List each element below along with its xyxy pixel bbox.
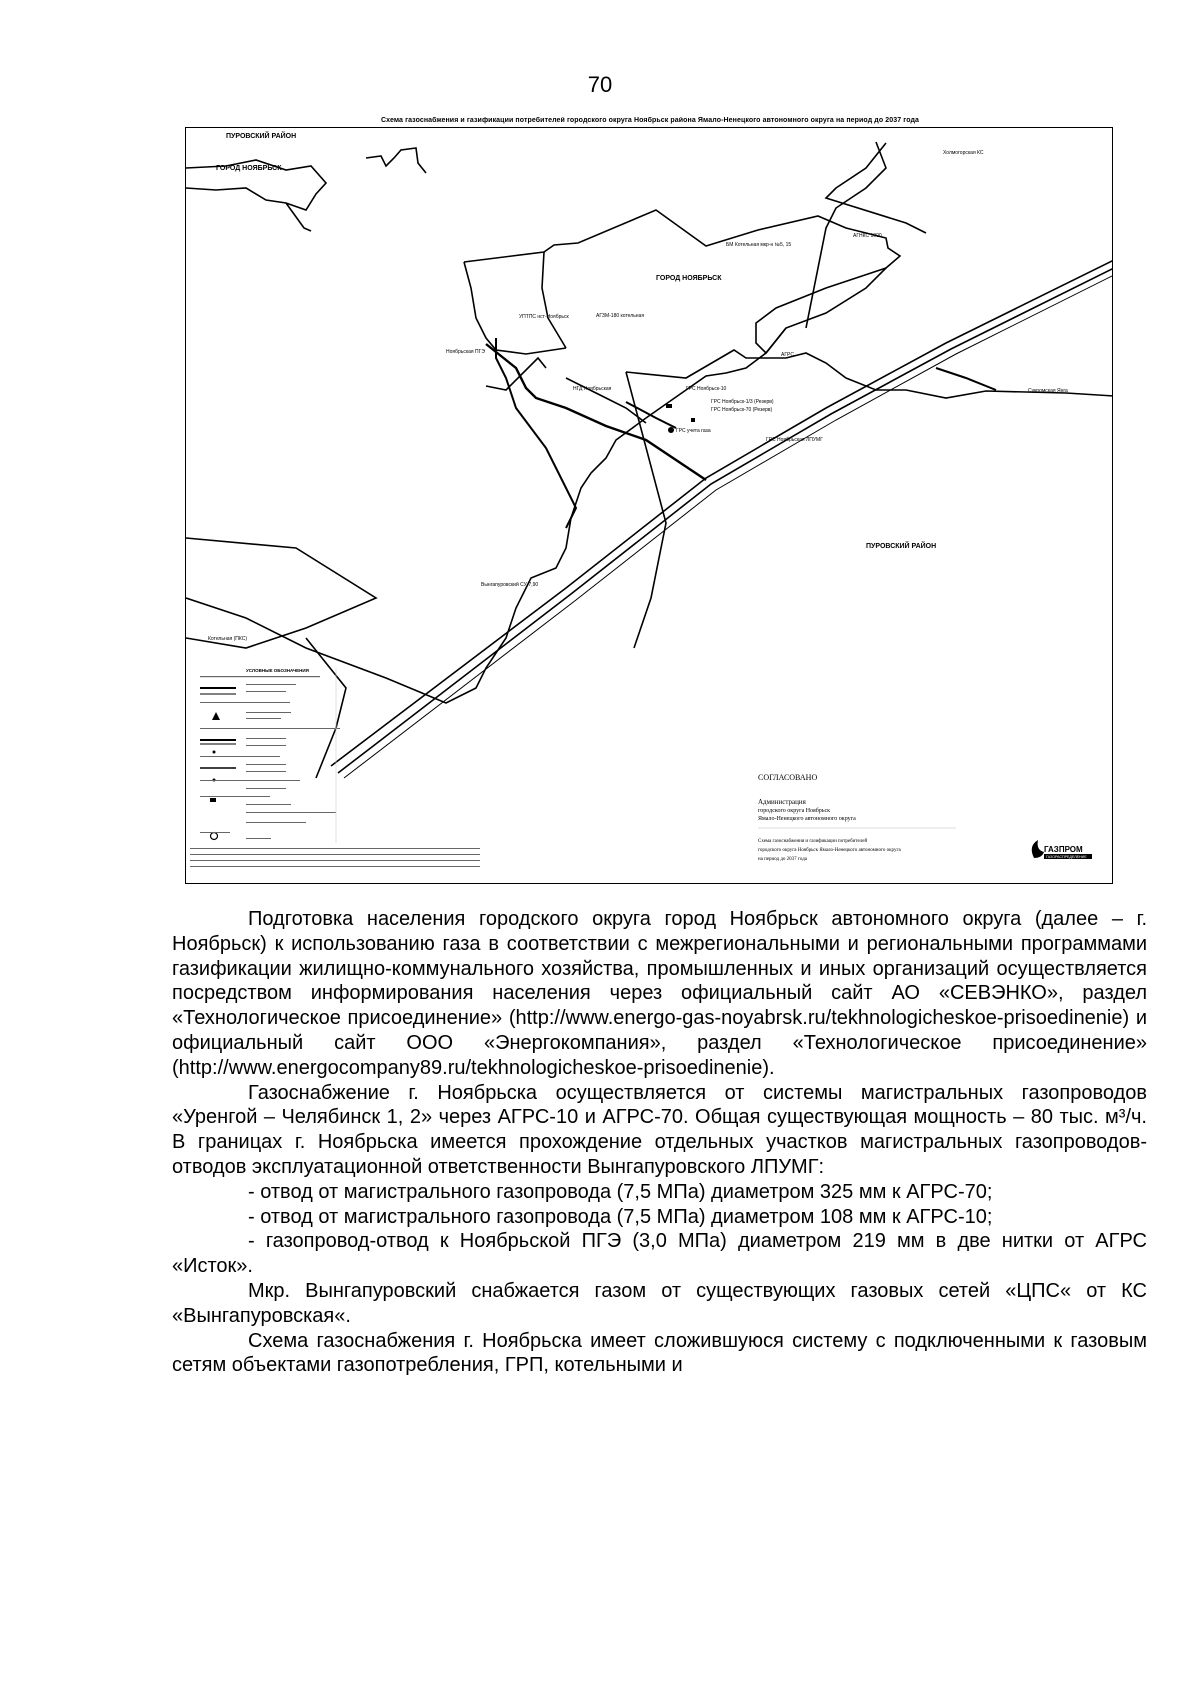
gazprom-flame-icon <box>1032 840 1044 858</box>
logo-text: ГАЗПРОМ <box>1044 845 1083 854</box>
marker-grs-block <box>666 404 672 408</box>
paragraph-1: Подготовка населения городского округа город Ноябрьск автономного округа (далее – г. Ноябрьск) к использованию газа в соответствии с межрегиональными и региональными программами газификации жилищно-коммунального хозяйства, промышленных и иных организаций осуществляется посредством информирования населения через официальный сайт АО «СЕВЭНКО», раздел «Технологическое присоединение» (http://www.energo-gas-noyabrsk.ru/tekhnologicheskoe-prisoedinenie) и официальный сайт ООО «Энергокомпания», раздел «Технологическое присоединение» (http://www.energocompany89.ru/tekhnologicheskoe-prisoedinenie). <box>172 908 1147 1079</box>
map-canvas <box>186 128 1113 884</box>
marker-grs-uchet <box>668 427 674 433</box>
trunk-pipeline-1 <box>331 260 1113 766</box>
paragraph-4: - отвод от магистрального газопровода (7,5 МПа) диаметром 108 мм к АГРС-10; <box>248 1205 993 1228</box>
label-agrs: АГРС <box>781 352 794 358</box>
pipeline-grs-east <box>936 368 996 390</box>
stamp-line-2: городского округа Ноябрьск <box>758 808 831 814</box>
paragraph-2: Газоснабжение г. Ноябрьска осуществляется от системы магистральных газопроводов «Уренгой – Челябинск 1, 2» через АГРС-10 и АГРС-70. Общая существующая мощность – 80 тыс. м³/ч. В границах г. Ноябрьска имеется прохождение отдельных участков магистральных газопроводов-отводов эксплуатационной ответственности Вынгапуровского ЛПУМГ: <box>172 1081 1147 1178</box>
pipeline-west <box>496 338 576 528</box>
label-agnks-1000: АГНКС 1000 <box>853 233 882 239</box>
stamp-line-3: Ямало-Ненецкого автономного округа <box>758 816 856 822</box>
label-gorod-noyabrsk-top: ГОРОД НОЯБРЬСК <box>216 165 282 172</box>
label-grs-lpumg: ГРС Ноябрьская ЛПУМГ <box>766 437 823 443</box>
distribution-pipelines <box>486 142 996 528</box>
paragraph-6: Мкр. Вынгапуровский снабжается газом от существующих газовых сетей «ЦПС« от КС «Вынгапуровская«. <box>172 1279 1147 1327</box>
stamp-caption-3: на период до 2037 года <box>758 857 807 862</box>
label-grs-noyabrsk-3: ГРС Ноябрьск-70 (Резерв) <box>711 407 773 413</box>
district-boundaries <box>186 143 1113 778</box>
gazprom-logo <box>1032 840 1092 859</box>
label-grs-uchet: ГРС учета газа <box>676 428 711 434</box>
stamp-caption-1: Схема газоснабжения и газификации потребителей <box>758 839 868 844</box>
legend-symbols <box>200 688 236 840</box>
paragraph-7: Схема газоснабжения г. Ноябрьска имеет сложившуюся систему с подключенными к газовым сетям объектами газопотребления, ГРП, котельными и <box>172 1329 1147 1377</box>
boundary-lower-left <box>306 638 346 778</box>
boundary-top-squiggle <box>366 148 426 173</box>
label-kholmogorskaya-ks: Холмогорская КС <box>943 150 984 156</box>
label-kotelnaya-pks: Котельная (ПКС) <box>208 636 247 642</box>
paragraph-5: - газопровод-отвод к Ноябрьской ПГЭ (3,0 МПа) диаметром 219 мм в две нитки от АГРС «Исток». <box>172 1230 1147 1278</box>
city-inner-mid <box>542 252 566 348</box>
body-text <box>172 907 1147 1378</box>
stamp-soglasovano: СОГЛАСОВАНО <box>758 773 818 782</box>
trunk-pipeline-2 <box>338 268 1113 773</box>
label-ngd: НГД Ноябрьская <box>573 386 612 392</box>
legend-text-lines <box>190 676 480 867</box>
label-grs-noyabrsk-1: ГРС Ноябрьск-10 <box>686 386 727 392</box>
label-purovsky-top: ПУРОВСКИЙ РАЙОН <box>226 133 297 140</box>
boundary-center-vertical <box>486 358 546 390</box>
label-river: Сукромская Янга <box>1028 388 1068 394</box>
label-kotelnaya-5: БМ Котельная мкр-н №5, 15 <box>726 242 792 248</box>
stamp-caption-2: городского округа Ноябрьск Ямало-Ненецкого автономного округа <box>758 848 901 853</box>
city-inner-top <box>464 262 566 354</box>
legend-title: УСЛОВНЫЕ ОБОЗНАЧЕНИЯ <box>246 668 309 673</box>
label-vyngapurovsky: Вынгапуровский СУ-7,90 <box>481 582 539 588</box>
trunk-pipelines <box>331 260 1113 778</box>
label-purovsky-right: ПУРОВСКИЙ РАЙОН <box>866 543 937 550</box>
page-number: 70 <box>587 72 613 97</box>
label-gorod-noyabrsk-center: ГОРОД НОЯБРЬСК <box>656 275 722 282</box>
stamp-line-1: Администрация <box>758 798 806 806</box>
label-noyabrskaya-pge: Ноябрьская ПГЭ <box>446 349 485 355</box>
map-frame <box>185 127 1113 884</box>
label-agzs-180: АГЗМ-180 котельная <box>596 313 645 319</box>
map-title: Схема газоснабжения и газификации потребителей городского округа Ноябрьск района Ямало-Ненецкого автономного округа на период до 2037 года <box>380 117 920 124</box>
boundary-right-2 <box>756 268 886 353</box>
boundary-right-1 <box>826 143 926 233</box>
marker-grs-block-2 <box>691 418 695 422</box>
logo-sub: ГАЗОРАСПРЕДЕЛЕНИЕ <box>1046 855 1087 860</box>
paragraph-3: - отвод от магистрального газопровода (7,5 МПа) диаметром 325 мм к АГРС-70; <box>248 1180 993 1203</box>
boundary-left-lower <box>186 538 376 648</box>
label-grs-noyabrsk-2: ГРС Ноябрьск-1/3 (Резерв) <box>711 399 774 405</box>
approval-stamp <box>758 773 1092 862</box>
label-uptps: УПТПС нст-Ноябрьск <box>519 314 569 320</box>
